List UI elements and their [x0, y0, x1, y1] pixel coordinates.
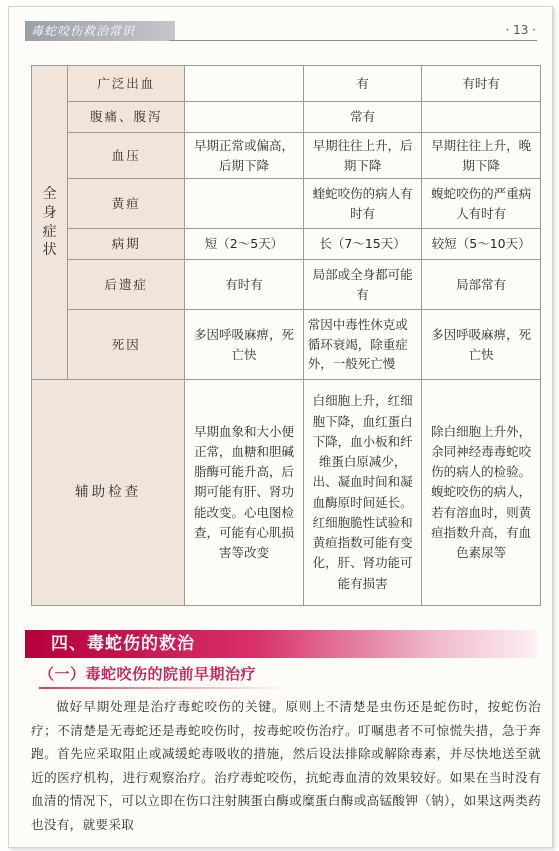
- table-cell: 有时有: [185, 260, 304, 310]
- page-number: · 13 ·: [505, 23, 536, 37]
- table-cell: [185, 179, 304, 229]
- row-label: 后遗症: [68, 260, 185, 310]
- section-title: 四、毒蛇伤的救治: [51, 634, 195, 654]
- table-cell: 早期血象和大小便正常，血糖和胆碱脂酶可能升高，后期可能有肝、肾功能改变。心电图检查，可能有心肌损害等改变: [185, 380, 304, 606]
- table-cell: [422, 102, 541, 133]
- subsection-rule: [39, 687, 289, 689]
- table-row: [32, 260, 541, 310]
- table-row: [32, 102, 541, 133]
- table-row: [32, 380, 541, 606]
- category-cell: [32, 66, 68, 380]
- category-label: 全身症状: [42, 185, 57, 259]
- table-cell: 较短（5～10天）: [422, 229, 541, 260]
- table-cell: 有时有: [422, 66, 541, 102]
- section-banner: [25, 630, 537, 658]
- table-row: [32, 310, 541, 380]
- subsection-title: （一）毒蛇咬伤的院前早期治疗: [39, 665, 257, 683]
- table-row: [32, 133, 541, 179]
- table-cell: 长（7～15天）: [303, 229, 422, 260]
- table-cell: 蝰蛇咬伤的病人有时有: [303, 179, 422, 229]
- table-cell: 多因呼吸麻痹，死亡快: [422, 310, 541, 380]
- table-cell: 局部或全身都可能有: [303, 260, 422, 310]
- row-label: 血压: [68, 133, 185, 179]
- table-cell: 除白细胞上升外，余同神经毒毒蛇咬伤的病人的检验。蝮蛇咬伤的病人，若有溶血时，则黄疸指数升高，有血色素尿等: [422, 380, 541, 606]
- table-cell: 早期正常或偏高，后期下降: [185, 133, 304, 179]
- table-cell: 白细胞上升，红细胞下降，血红蛋白下降，血小板和纤维蛋白原减少，出、凝血时间和凝血酶原时间延长。红细胞脆性试验和黄疸指数可能有变化，肝、肾功能可能有损害: [303, 380, 422, 606]
- book-page: [8, 6, 553, 848]
- table-row: [32, 229, 541, 260]
- running-title: 毒蛇咬伤救治常识: [25, 21, 175, 41]
- row-label: 腹痛、腹泻: [68, 102, 185, 133]
- row-label: 病期: [68, 229, 185, 260]
- running-header: [9, 21, 552, 43]
- table-cell: 多因呼吸麻痹，死亡快: [185, 310, 304, 380]
- row-label: 死因: [68, 310, 185, 380]
- table-cell: 早期往往上升，后期下降: [303, 133, 422, 179]
- table-row: [32, 179, 541, 229]
- header-rule: [169, 40, 537, 41]
- body-paragraph: 做好早期处理是治疗毒蛇咬伤的关键。原则上不清楚是虫伤还是蛇伤时，按蛇伤治疗；不清楚是无毒蛇还是毒蛇咬伤时，按毒蛇咬伤治疗。叮嘱患者不可惊慌失措，急于奔跑。首先应采取阻止或减缓蛇毒吸收的措施，然后设法排除或解除毒素，并尽快地送至就近的医疗机构，进行观察治疗。治疗毒蛇咬伤，抗蛇毒血清的效果较好。如果在当时没有血清的情况下，可以立即在伤口注射胰蛋白酶或糜蛋白酶或高锰酸钾（钠），如果这两类药也没有，就要采取: [31, 699, 541, 832]
- table-cell: 局部常有: [422, 260, 541, 310]
- table-cell: 短（2～5天）: [185, 229, 304, 260]
- table-cell: 早期往往上升，晚期下降: [422, 133, 541, 179]
- table-cell: 常因中毒性休克或循环衰竭，除重症外，一般死亡慢: [303, 310, 422, 380]
- table-cell: 常有: [303, 102, 422, 133]
- row-label: 黄疸: [68, 179, 185, 229]
- table-row: [32, 66, 541, 102]
- table-cell: [185, 66, 304, 102]
- comparison-table: [31, 65, 541, 606]
- table-cell: 有: [303, 66, 422, 102]
- row-label: 辅助检查: [32, 380, 185, 606]
- table-cell: 蝮蛇咬伤的严重病人有时有: [422, 179, 541, 229]
- row-label: 广泛出血: [68, 66, 185, 102]
- table-cell: [185, 102, 304, 133]
